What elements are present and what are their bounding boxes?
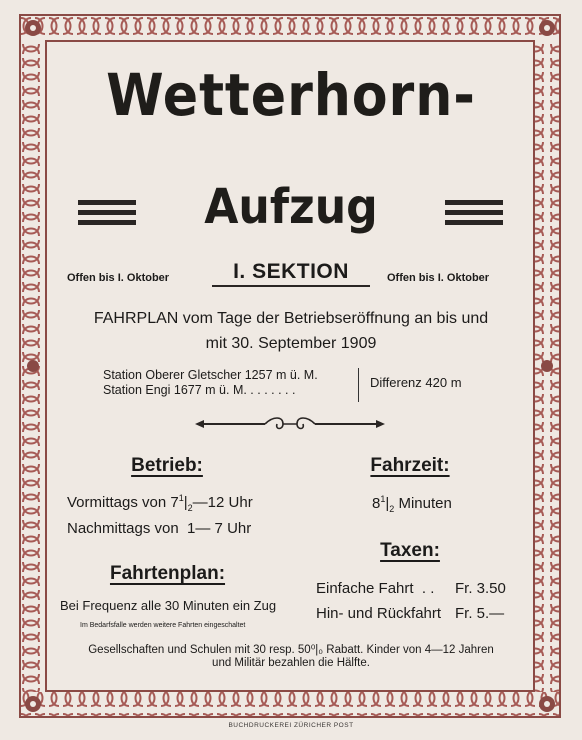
travel-time-unit: Minuten [398, 495, 452, 512]
travel-time-frac-top: 1 [380, 494, 386, 504]
morning-frac-bottom: 2 [187, 503, 193, 513]
poster-title-line2: Aufzug [204, 179, 378, 235]
discount-line2: und Militär bezahlen die Hälfte. [212, 657, 370, 669]
return-fare-price: Fr. 5.— [455, 605, 505, 622]
poster-title-line1: Wetterhorn- [106, 61, 476, 129]
morning-label: Vormittags von 7 [67, 494, 179, 511]
afternoon-hours: Nachmittags von 1— 7 Uhr [67, 520, 252, 537]
ornament-divider [195, 416, 385, 432]
decorative-bars-right [445, 200, 503, 230]
fahrtenplan-heading: Fahrtenplan: [109, 563, 226, 584]
frequency-note: Im Bedarfsfalle werden weitere Fahrten eingeschaltet [80, 622, 246, 629]
open-until-right: Offen bis I. Oktober [387, 272, 490, 284]
station-lower: Station Engi 1677 m ü. M. . . . . . . . [103, 383, 296, 397]
single-fare-label: Einfache Fahrt . . [316, 580, 435, 597]
elevation-difference: Differenz 420 m [370, 375, 462, 390]
station-upper: Station Oberer Gletscher 1257 m ü. M. [103, 368, 318, 382]
timetable-intro-line2: mit 30. September 1909 [205, 335, 377, 352]
section-heading: I. SEKTION [233, 260, 349, 283]
frequency-line: Bei Frequenz alle 30 Minuten ein Zug [60, 598, 277, 613]
fahrzeit-heading: Fahrzeit: [370, 455, 450, 476]
printer-imprint: BUCHDRUCKEREI ZÜRICHER POST [228, 722, 354, 729]
taxen-heading: Taxen: [380, 540, 440, 561]
travel-time-int: 8 [372, 495, 381, 512]
morning-end: —12 Uhr [192, 494, 253, 511]
travel-time: $8^1|_2$ Minuten [372, 494, 452, 514]
morning-hours: Vormittags von $7^1|_2—12$ Uhr [67, 493, 253, 513]
betrieb-heading: Betrieb: [131, 455, 203, 476]
single-fare-price: Fr. 3.50 [455, 580, 506, 597]
return-fare-label: Hin- und Rückfahrt [316, 605, 442, 622]
discount-line1: Gesellschaften und Schulen mit 30 resp. 50⁰|₀ Rabatt. Kinder von 4—12 Jahren [88, 644, 494, 656]
timetable-intro-line1: FAHRPLAN vom Tage der Betriebseröffnung an bis und [93, 310, 489, 327]
travel-time-frac-bottom: 2 [389, 504, 395, 514]
section-underline [212, 285, 370, 287]
brace-divider [358, 368, 365, 402]
morning-frac-top: 1 [178, 493, 184, 503]
open-until-left: Offen bis I. Oktober [67, 272, 170, 284]
